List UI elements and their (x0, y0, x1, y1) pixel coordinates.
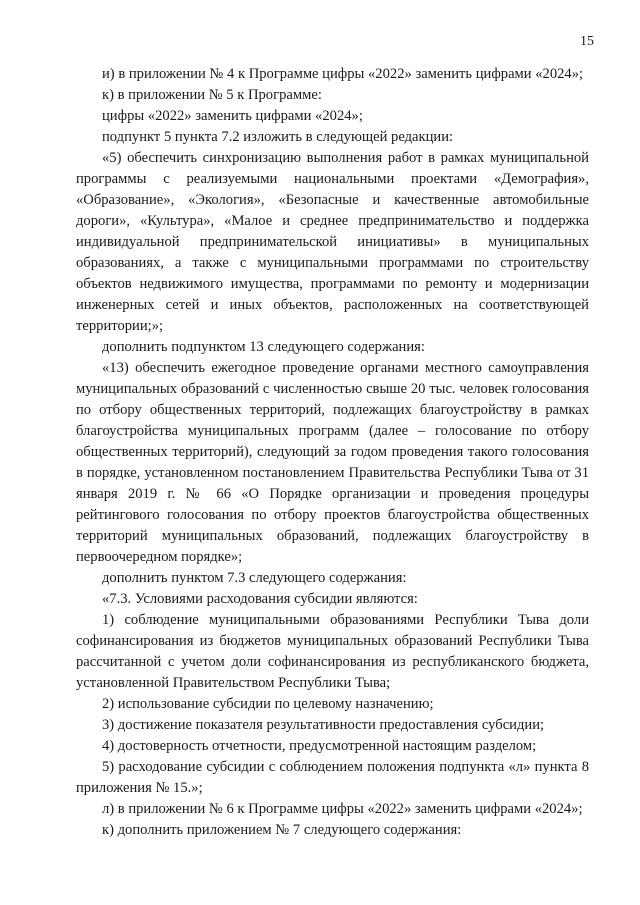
paragraph-condition-5: 5) расходование субсидии с соблюдением положения подпункта «л» пункта 8 приложения № 15.»; (76, 759, 589, 796)
paragraph-condition-1: 1) соблюдение муниципальными образованиями Республики Тыва доли софинансирования из бюджетов муниципальных образований Республики Тыва рассчитанной с учетом доли софинансирования из республиканского бюджета, установленной Правительством Республики Тыва; (76, 612, 589, 691)
page-number: 15 (580, 34, 594, 49)
paragraph-item-7-3-intro: дополнить пунктом 7.3 следующего содержания: (102, 570, 407, 586)
paragraph-subitem-13-text: «13) обеспечить ежегодное проведение органами местного самоуправления муниципальных образований с численностью свыше 20 тыс. человек голосования по отбору общественных территорий, подлежащих благоустройству в рамках благоустройства муниципальных программ (далее – голосование по отбору общественных территорий), следующий за годом проведения такого голосования в порядке, установленном постановлением Правительства Республики Тыва от 31 января 2019 г. № 66 «О Порядке организации и проведения процедуры рейтингового голосования по отбору проектов благоустройства общественных территорий муниципальных образований, подлежащих благоустройству в первоочередном порядке»; (76, 360, 589, 565)
paragraph-appendix-7: к) дополнить приложением № 7 следующего содержания: (102, 822, 462, 838)
paragraph-condition-3: 3) достижение показателя результативности предоставления субсидии; (102, 717, 545, 733)
document-body (76, 64, 589, 841)
paragraph-appendix-6: л) в приложении № 6 к Программе цифры «2022» заменить цифрами «2024»; (102, 801, 583, 817)
paragraph-subitem-13-intro: дополнить подпунктом 13 следующего содержания: (102, 339, 425, 355)
paragraph-condition-2: 2) использование субсидии по целевому назначению; (102, 696, 434, 712)
paragraph-appendix-5: к) в приложении № 5 к Программе: (102, 87, 322, 103)
paragraph-item-7-3-heading: «7.3. Условиями расходования субсидии являются: (102, 591, 418, 607)
paragraph-condition-4: 4) достоверность отчетности, предусмотренной настоящим разделом; (102, 738, 537, 754)
paragraph-replace-digits: цифры «2022» заменить цифрами «2024»; (102, 108, 363, 124)
paragraph-subitem-5-text: «5) обеспечить синхронизацию выполнения работ в рамках муниципальной программы с реализуемыми национальными проектами «Демография», «Образование», «Экология», «Безопасные и качественные автомобильные дороги», «Культура», «Малое и среднее предпринимательство и поддержка индивидуальной предпринимательской инициативы» в муниципальных образованиях, а также с муниципальными программами по строительству объектов недвижимого имущества, программами по ремонту и модернизации инженерных сетей и иных объектов, расположенных на соответствующей территории;»; (76, 150, 589, 334)
paragraph-appendix-4: и) в приложении № 4 к Программе цифры «2022» заменить цифрами «2024»; (102, 66, 584, 82)
paragraph-subitem-5-intro: подпункт 5 пункта 7.2 изложить в следующей редакции: (102, 129, 454, 145)
